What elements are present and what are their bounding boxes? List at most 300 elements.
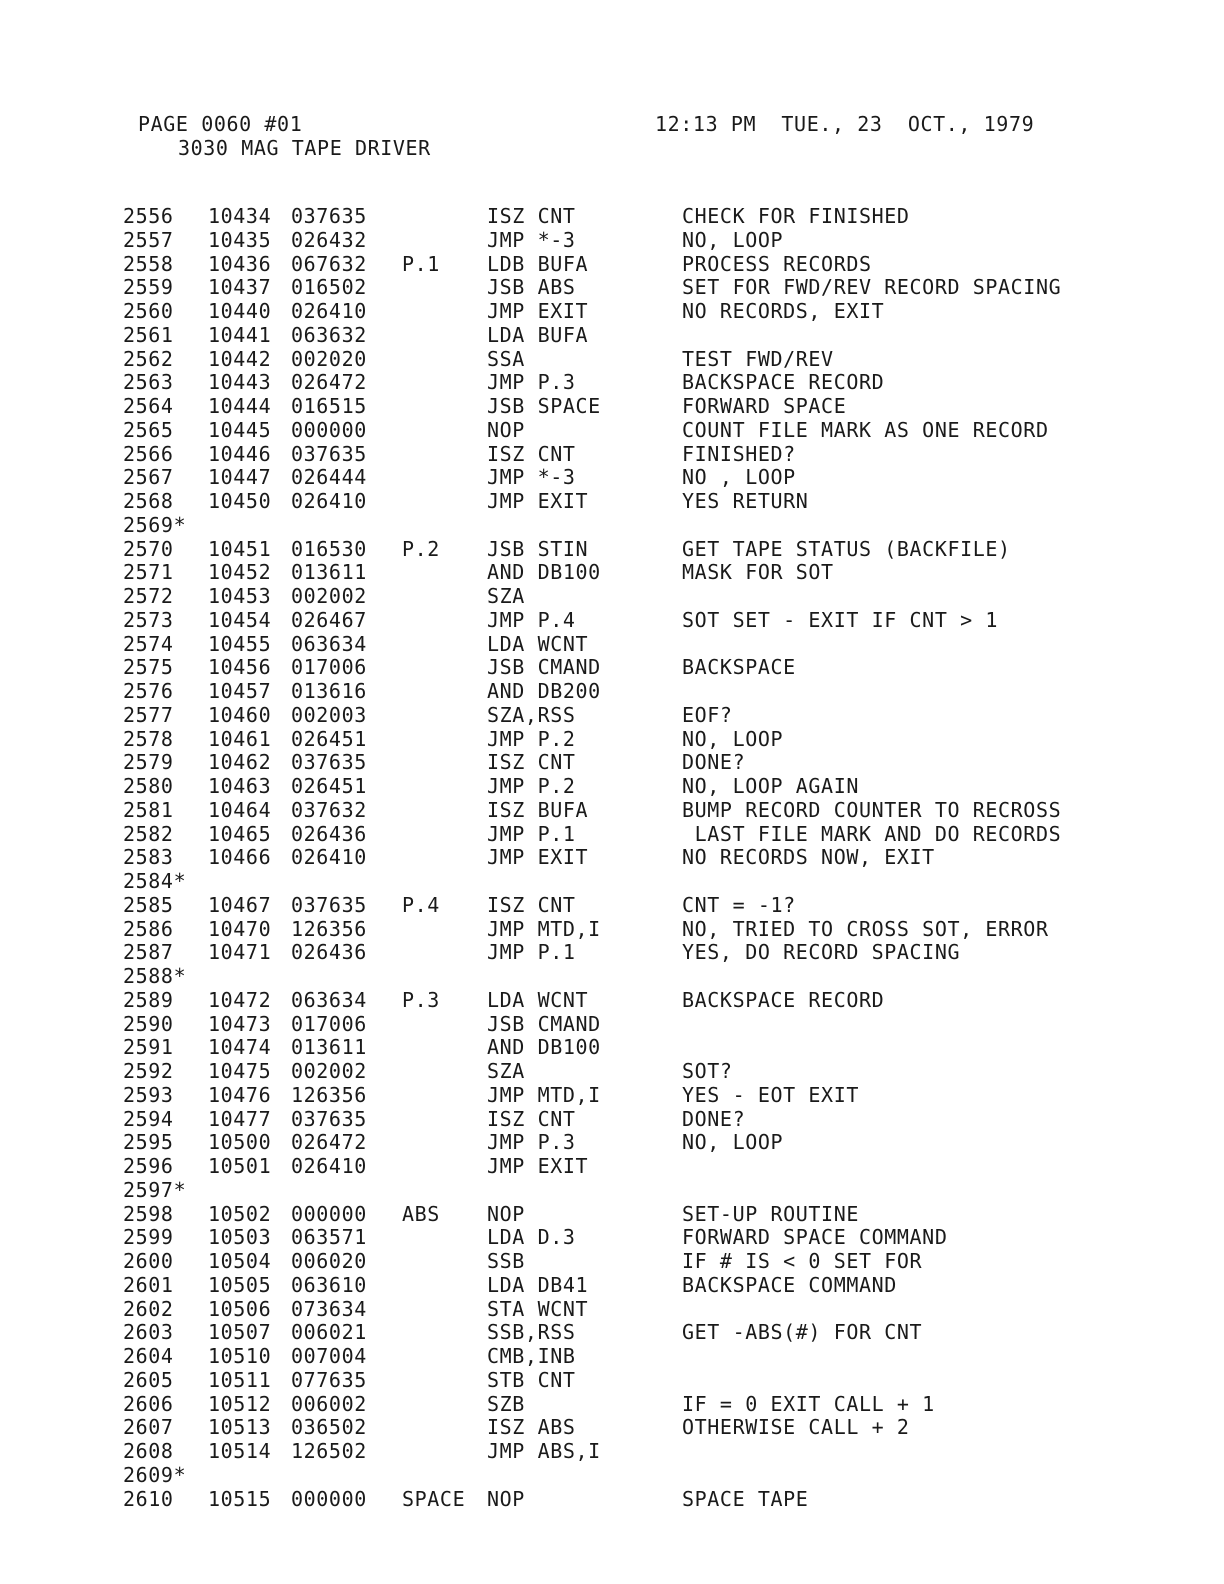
- object-code: 026436: [291, 821, 367, 846]
- address: 10445: [208, 417, 272, 442]
- listing-row: [0, 965, 1224, 989]
- comment: EOF?: [682, 702, 733, 727]
- instruction: ISZ CNT: [487, 204, 576, 228]
- object-code: 006020: [291, 1249, 367, 1273]
- line-number: 2588*: [123, 964, 187, 988]
- instruction: JSB ABS: [487, 275, 576, 300]
- address: 10511: [208, 1367, 272, 1392]
- instruction: SSB,RSS: [487, 1320, 576, 1345]
- object-code: 016530: [291, 536, 367, 561]
- instruction: JMP *-3: [487, 465, 576, 490]
- object-code: 007004: [291, 1344, 367, 1368]
- line-number: 2600: [123, 1249, 174, 1273]
- comment: NO , LOOP: [682, 465, 796, 490]
- comment: LAST FILE MARK AND DO RECORDS: [682, 821, 1062, 846]
- line-number: 2579: [123, 750, 174, 775]
- listing-row: [0, 443, 1224, 467]
- line-number: 2574: [123, 631, 174, 656]
- instruction: JMP P.1: [487, 940, 576, 965]
- source-label: P.2: [402, 536, 440, 561]
- object-code: 037635: [291, 204, 367, 228]
- line-number: 2598: [123, 1201, 174, 1226]
- address: 10512: [208, 1391, 272, 1416]
- instruction: LDA WCNT: [487, 631, 589, 656]
- object-code: 126356: [291, 1082, 367, 1107]
- line-number: 2560: [123, 299, 174, 323]
- instruction: JSB CMAND: [487, 655, 601, 680]
- comment: PROCESS RECORDS: [682, 251, 872, 276]
- listing-row: [0, 1131, 1224, 1155]
- assembly-listing: [0, 205, 1224, 1511]
- address: 10501: [208, 1154, 272, 1178]
- object-code: 026444: [291, 465, 367, 490]
- instruction: AND DB100: [487, 1035, 601, 1060]
- address: 10452: [208, 560, 272, 585]
- line-number: 2610: [123, 1486, 174, 1511]
- listing-row: [0, 751, 1224, 775]
- comment: GET TAPE STATUS (BACKFILE): [682, 536, 1011, 561]
- address: 10437: [208, 275, 272, 300]
- address: 10513: [208, 1415, 272, 1440]
- address: 10475: [208, 1059, 272, 1083]
- instruction: STA WCNT: [487, 1296, 589, 1321]
- comment: OTHERWISE CALL + 2: [682, 1415, 910, 1440]
- line-number: 2571: [123, 560, 174, 585]
- comment: BACKSPACE RECORD: [682, 987, 885, 1012]
- line-number: 2603: [123, 1320, 174, 1345]
- listing-row: [0, 1464, 1224, 1488]
- object-code: 037632: [291, 797, 367, 822]
- object-code: 026451: [291, 726, 367, 751]
- comment: FINISHED?: [682, 441, 796, 466]
- object-code: 006021: [291, 1320, 367, 1345]
- comment: COUNT FILE MARK AS ONE RECORD: [682, 417, 1049, 442]
- address: 10443: [208, 370, 272, 395]
- object-code: 013611: [291, 1035, 367, 1060]
- line-number: 2564: [123, 394, 174, 418]
- object-code: 063634: [291, 631, 367, 656]
- address: 10440: [208, 299, 272, 323]
- line-number: 2604: [123, 1344, 174, 1368]
- comment: NO RECORDS, EXIT: [682, 299, 885, 323]
- line-number: 2568: [123, 489, 174, 513]
- comment: BACKSPACE: [682, 655, 796, 680]
- listing-row: [0, 1488, 1224, 1512]
- object-code: 016515: [291, 394, 367, 418]
- listing-row: [0, 680, 1224, 704]
- listing-row: [0, 894, 1224, 918]
- address: 10477: [208, 1106, 272, 1131]
- listing-row: [0, 371, 1224, 395]
- instruction: LDA D.3: [487, 1225, 576, 1250]
- listing-row: [0, 799, 1224, 823]
- object-code: 002020: [291, 346, 367, 371]
- object-code: 026410: [291, 845, 367, 870]
- comment: MASK FOR SOT: [682, 560, 834, 585]
- address: 10464: [208, 797, 272, 822]
- address: 10514: [208, 1439, 272, 1463]
- address: 10465: [208, 821, 272, 846]
- line-number: 2596: [123, 1154, 174, 1178]
- page-number: PAGE 0060 #01: [138, 112, 303, 136]
- listing-row: [0, 253, 1224, 277]
- line-number: 2562: [123, 346, 174, 371]
- comment: SOT SET - EXIT IF CNT > 1: [682, 607, 999, 632]
- listing-row: [0, 1369, 1224, 1393]
- instruction: LDA DB41: [487, 1272, 589, 1297]
- listing-row: [0, 538, 1224, 562]
- line-number: 2565: [123, 417, 174, 442]
- line-number: 2594: [123, 1106, 174, 1131]
- instruction: LDA BUFA: [487, 322, 589, 347]
- address: 10461: [208, 726, 272, 751]
- object-code: 037635: [291, 441, 367, 466]
- instruction: JMP *-3: [487, 227, 576, 252]
- address: 10476: [208, 1082, 272, 1107]
- line-number: 2576: [123, 679, 174, 703]
- comment: NO, LOOP AGAIN: [682, 774, 859, 798]
- object-code: 026472: [291, 1130, 367, 1155]
- object-code: 002003: [291, 702, 367, 727]
- address: 10467: [208, 892, 272, 917]
- listing-row: [0, 1084, 1224, 1108]
- address: 10471: [208, 940, 272, 965]
- line-number: 2593: [123, 1082, 174, 1107]
- instruction: SZA: [487, 1059, 525, 1083]
- address: 10451: [208, 536, 272, 561]
- listing-row: [0, 514, 1224, 538]
- line-number: 2572: [123, 584, 174, 608]
- listing-row: [0, 1440, 1224, 1464]
- object-code: 063610: [291, 1272, 367, 1297]
- instruction: ISZ CNT: [487, 1106, 576, 1131]
- listing-row: [0, 585, 1224, 609]
- object-code: 073634: [291, 1296, 367, 1321]
- comment: SET-UP ROUTINE: [682, 1201, 859, 1226]
- listing-row: [0, 419, 1224, 443]
- line-number: 2557: [123, 227, 174, 252]
- instruction: AND DB100: [487, 560, 601, 585]
- line-number: 2570: [123, 536, 174, 561]
- instruction: JMP ABS,I: [487, 1439, 601, 1463]
- comment: FORWARD SPACE COMMAND: [682, 1225, 948, 1250]
- comment: DONE?: [682, 1106, 746, 1131]
- instruction: ISZ CNT: [487, 750, 576, 775]
- instruction: SZA: [487, 584, 525, 608]
- listing-row: [0, 1013, 1224, 1037]
- listing-row: [0, 728, 1224, 752]
- line-number: 2601: [123, 1272, 174, 1297]
- listing-row: [0, 1416, 1224, 1440]
- line-number: 2606: [123, 1391, 174, 1416]
- listing-row: [0, 704, 1224, 728]
- address: 10442: [208, 346, 272, 371]
- instruction: JMP EXIT: [487, 845, 589, 870]
- source-label: P.1: [402, 251, 440, 276]
- listing-row: [0, 229, 1224, 253]
- instruction: NOP: [487, 417, 525, 442]
- address: 10505: [208, 1272, 272, 1297]
- instruction: JMP P.4: [487, 607, 576, 632]
- instruction: SZA,RSS: [487, 702, 576, 727]
- comment: NO, TRIED TO CROSS SOT, ERROR: [682, 916, 1049, 941]
- listing-row: [0, 846, 1224, 870]
- line-number: 2592: [123, 1059, 174, 1083]
- object-code: 037635: [291, 1106, 367, 1131]
- object-code: 063632: [291, 322, 367, 347]
- address: 10460: [208, 702, 272, 727]
- instruction: NOP: [487, 1201, 525, 1226]
- comment: IF # IS < 0 SET FOR: [682, 1249, 923, 1273]
- line-number: 2589: [123, 987, 174, 1012]
- line-number: 2602: [123, 1296, 174, 1321]
- line-number: 2566: [123, 441, 174, 466]
- listing-row: [0, 989, 1224, 1013]
- line-number: 2581: [123, 797, 174, 822]
- object-code: 000000: [291, 1201, 367, 1226]
- line-number: 2575: [123, 655, 174, 680]
- listing-row: [0, 1108, 1224, 1132]
- address: 10515: [208, 1486, 272, 1511]
- listing-row: [0, 1036, 1224, 1060]
- line-number: 2567: [123, 465, 174, 490]
- instruction: JMP MTD,I: [487, 916, 601, 941]
- object-code: 126356: [291, 916, 367, 941]
- instruction: STB CNT: [487, 1367, 576, 1392]
- listing-row: [0, 941, 1224, 965]
- listing-row: [0, 561, 1224, 585]
- line-number: 2583: [123, 845, 174, 870]
- source-label: P.4: [402, 892, 440, 917]
- line-number: 2605: [123, 1367, 174, 1392]
- address: 10473: [208, 1011, 272, 1036]
- instruction: SZB: [487, 1391, 525, 1416]
- listing-row: [0, 609, 1224, 633]
- address: 10503: [208, 1225, 272, 1250]
- listing-row: [0, 1060, 1224, 1084]
- instruction: JSB SPACE: [487, 394, 601, 418]
- object-code: 063571: [291, 1225, 367, 1250]
- object-code: 002002: [291, 584, 367, 608]
- address: 10463: [208, 774, 272, 798]
- instruction: JMP P.3: [487, 1130, 576, 1155]
- object-code: 026410: [291, 299, 367, 323]
- address: 10450: [208, 489, 272, 513]
- instruction: JMP EXIT: [487, 299, 589, 323]
- listing-row: [0, 775, 1224, 799]
- document-title: 3030 MAG TAPE DRIVER: [178, 136, 431, 160]
- line-number: 2585: [123, 892, 174, 917]
- listing-row: [0, 324, 1224, 348]
- instruction: SSB: [487, 1249, 525, 1273]
- object-code: 026432: [291, 227, 367, 252]
- instruction: JSB STIN: [487, 536, 589, 561]
- address: 10506: [208, 1296, 272, 1321]
- listing-row: [0, 276, 1224, 300]
- comment: DONE?: [682, 750, 746, 775]
- object-code: 026436: [291, 940, 367, 965]
- address: 10502: [208, 1201, 272, 1226]
- line-number: 2599: [123, 1225, 174, 1250]
- comment: GET -ABS(#) FOR CNT: [682, 1320, 923, 1345]
- page-header: [138, 112, 1098, 162]
- address: 10434: [208, 204, 272, 228]
- listing-row: [0, 656, 1224, 680]
- address: 10447: [208, 465, 272, 490]
- line-number: 2584*: [123, 869, 187, 893]
- address: 10462: [208, 750, 272, 775]
- object-code: 077635: [291, 1367, 367, 1392]
- listing-row: [0, 205, 1224, 229]
- comment: SOT?: [682, 1059, 733, 1083]
- instruction: JMP P.2: [487, 726, 576, 751]
- address: 10470: [208, 916, 272, 941]
- object-code: 016502: [291, 275, 367, 300]
- address: 10453: [208, 584, 272, 608]
- source-label: P.3: [402, 987, 440, 1012]
- instruction: NOP: [487, 1486, 525, 1511]
- comment: YES, DO RECORD SPACING: [682, 940, 961, 965]
- instruction: ISZ ABS: [487, 1415, 576, 1440]
- comment: BACKSPACE COMMAND: [682, 1272, 897, 1297]
- listing-row: [0, 1274, 1224, 1298]
- listing-row: [0, 300, 1224, 324]
- listing-row: [0, 1203, 1224, 1227]
- line-number: 2609*: [123, 1462, 187, 1487]
- line-number: 2590: [123, 1011, 174, 1036]
- listing-row: [0, 466, 1224, 490]
- object-code: 026451: [291, 774, 367, 798]
- listing-row: [0, 1298, 1224, 1322]
- source-label: ABS: [402, 1201, 440, 1226]
- listing-row: [0, 1393, 1224, 1417]
- object-code: 006002: [291, 1391, 367, 1416]
- instruction: CMB,INB: [487, 1344, 576, 1368]
- comment: FORWARD SPACE: [682, 394, 847, 418]
- comment: YES RETURN: [682, 489, 809, 513]
- listing-row: [0, 1155, 1224, 1179]
- instruction: JMP P.3: [487, 370, 576, 395]
- address: 10441: [208, 322, 272, 347]
- address: 10466: [208, 845, 272, 870]
- listing-row: [0, 395, 1224, 419]
- comment: TEST FWD/REV: [682, 346, 834, 371]
- listing-row: [0, 823, 1224, 847]
- object-code: 026472: [291, 370, 367, 395]
- comment: SET FOR FWD/REV RECORD SPACING: [682, 275, 1062, 300]
- line-number: 2607: [123, 1415, 174, 1440]
- line-number: 2582: [123, 821, 174, 846]
- address: 10510: [208, 1344, 272, 1368]
- comment: BUMP RECORD COUNTER TO RECROSS: [682, 797, 1062, 822]
- comment: NO, LOOP: [682, 227, 784, 252]
- instruction: AND DB200: [487, 679, 601, 703]
- listing-row: [0, 633, 1224, 657]
- comment: CHECK FOR FINISHED: [682, 204, 910, 228]
- instruction: JMP EXIT: [487, 1154, 589, 1178]
- instruction: JMP MTD,I: [487, 1082, 601, 1107]
- address: 10457: [208, 679, 272, 703]
- line-number: 2586: [123, 916, 174, 941]
- address: 10456: [208, 655, 272, 680]
- line-number: 2597*: [123, 1177, 187, 1202]
- listing-row: [0, 490, 1224, 514]
- instruction: ISZ CNT: [487, 441, 576, 466]
- comment: NO RECORDS NOW, EXIT: [682, 845, 935, 870]
- object-code: 037635: [291, 892, 367, 917]
- object-code: 026467: [291, 607, 367, 632]
- address: 10454: [208, 607, 272, 632]
- address: 10474: [208, 1035, 272, 1060]
- address: 10507: [208, 1320, 272, 1345]
- listing-row: [0, 1250, 1224, 1274]
- source-label: SPACE: [402, 1486, 466, 1511]
- object-code: 017006: [291, 1011, 367, 1036]
- line-number: 2580: [123, 774, 174, 798]
- address: 10436: [208, 251, 272, 276]
- listing-row: [0, 870, 1224, 894]
- object-code: 067632: [291, 251, 367, 276]
- address: 10446: [208, 441, 272, 466]
- instruction: JMP P.2: [487, 774, 576, 798]
- object-code: 002002: [291, 1059, 367, 1083]
- line-number: 2556: [123, 204, 174, 228]
- comment: YES - EOT EXIT: [682, 1082, 859, 1107]
- line-number: 2577: [123, 702, 174, 727]
- object-code: 000000: [291, 1486, 367, 1511]
- address: 10504: [208, 1249, 272, 1273]
- line-number: 2587: [123, 940, 174, 965]
- address: 10500: [208, 1130, 272, 1155]
- object-code: 037635: [291, 750, 367, 775]
- line-number: 2595: [123, 1130, 174, 1155]
- instruction: ISZ BUFA: [487, 797, 589, 822]
- comment: CNT = -1?: [682, 892, 796, 917]
- address: 10435: [208, 227, 272, 252]
- object-code: 000000: [291, 417, 367, 442]
- instruction: JSB CMAND: [487, 1011, 601, 1036]
- line-number: 2561: [123, 322, 174, 347]
- listing-row: [0, 1345, 1224, 1369]
- object-code: 036502: [291, 1415, 367, 1440]
- listing-row: [0, 1321, 1224, 1345]
- line-number: 2608: [123, 1439, 174, 1463]
- line-number: 2563: [123, 370, 174, 395]
- comment: NO, LOOP: [682, 1130, 784, 1155]
- listing-row: [0, 348, 1224, 372]
- line-number: 2573: [123, 607, 174, 632]
- line-number: 2559: [123, 275, 174, 300]
- instruction: LDA WCNT: [487, 987, 589, 1012]
- address: 10444: [208, 394, 272, 418]
- instruction: LDB BUFA: [487, 251, 589, 276]
- instruction: JMP P.1: [487, 821, 576, 846]
- instruction: SSA: [487, 346, 525, 371]
- comment: SPACE TAPE: [682, 1486, 809, 1511]
- line-number: 2591: [123, 1035, 174, 1060]
- object-code: 126502: [291, 1439, 367, 1463]
- listing-row: [0, 1179, 1224, 1203]
- comment: NO, LOOP: [682, 726, 784, 751]
- print-timestamp: 12:13 PM TUE., 23 OCT., 1979: [655, 112, 1035, 136]
- address: 10455: [208, 631, 272, 656]
- object-code: 026410: [291, 1154, 367, 1178]
- line-number: 2569*: [123, 512, 187, 537]
- instruction: JMP EXIT: [487, 489, 589, 513]
- comment: IF = 0 EXIT CALL + 1: [682, 1391, 935, 1416]
- object-code: 013616: [291, 679, 367, 703]
- object-code: 013611: [291, 560, 367, 585]
